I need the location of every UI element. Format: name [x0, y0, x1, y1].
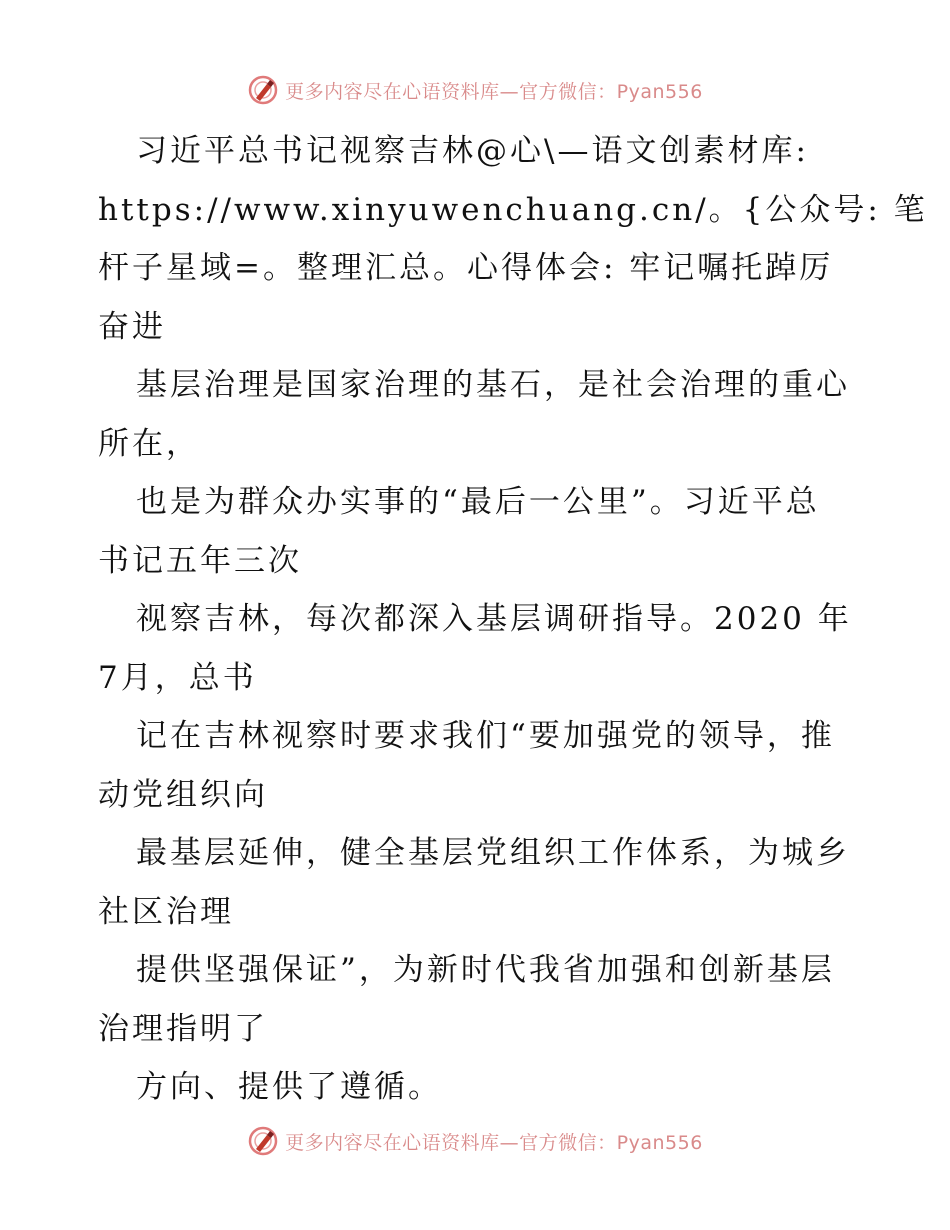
pen-nib-circle-icon — [247, 74, 279, 106]
document-body — [98, 122, 928, 1117]
text-line: 也是为群众办实事的“最后一公里”。习近平总 — [136, 484, 820, 520]
watermark-text: 更多内容尽在心语资料库—官方微信：Pyan556 — [285, 80, 703, 103]
text-line: 7月，总书 — [98, 659, 257, 696]
header-watermark — [0, 73, 950, 107]
text-line: 视察吉林，每次都深入基层调研指导。2020 年 — [136, 601, 852, 637]
text-line: 提供坚强保证”，为新时代我省加强和创新基层 — [136, 952, 835, 988]
text-line: 习近平总书记视察吉林@心\—语文创素材库: — [136, 133, 809, 169]
text-line: 所在， — [98, 425, 200, 462]
text-line: 最基层延伸，健全基层党组织工作体系，为城乡 — [136, 835, 850, 871]
pen-nib-circle-icon — [247, 1125, 279, 1157]
text-line: 基层治理是国家治理的基石，是社会治理的重心 — [136, 367, 850, 403]
text-line: 奋进 — [98, 308, 166, 345]
text-line: 方向、提供了遵循。 — [136, 1069, 442, 1105]
text-line: 动党组织向 — [98, 776, 268, 813]
text-line: 杆子星域=。整理汇总。心得体会: 牢记嘱托踔厉 — [98, 250, 834, 286]
text-line: 记在吉林视察时要求我们“要加强党的领导，推 — [136, 718, 835, 754]
watermark-text: 更多内容尽在心语资料库—官方微信：Pyan556 — [285, 1131, 703, 1154]
text-line: 书记五年三次 — [98, 542, 302, 579]
footer-watermark — [0, 1124, 950, 1158]
text-line: 治理指明了 — [98, 1010, 268, 1047]
text-line: 社区治理 — [98, 893, 234, 930]
text-line: https://www.xinyuwenchuang.cn/。{公众号: 笔 — [98, 191, 928, 228]
